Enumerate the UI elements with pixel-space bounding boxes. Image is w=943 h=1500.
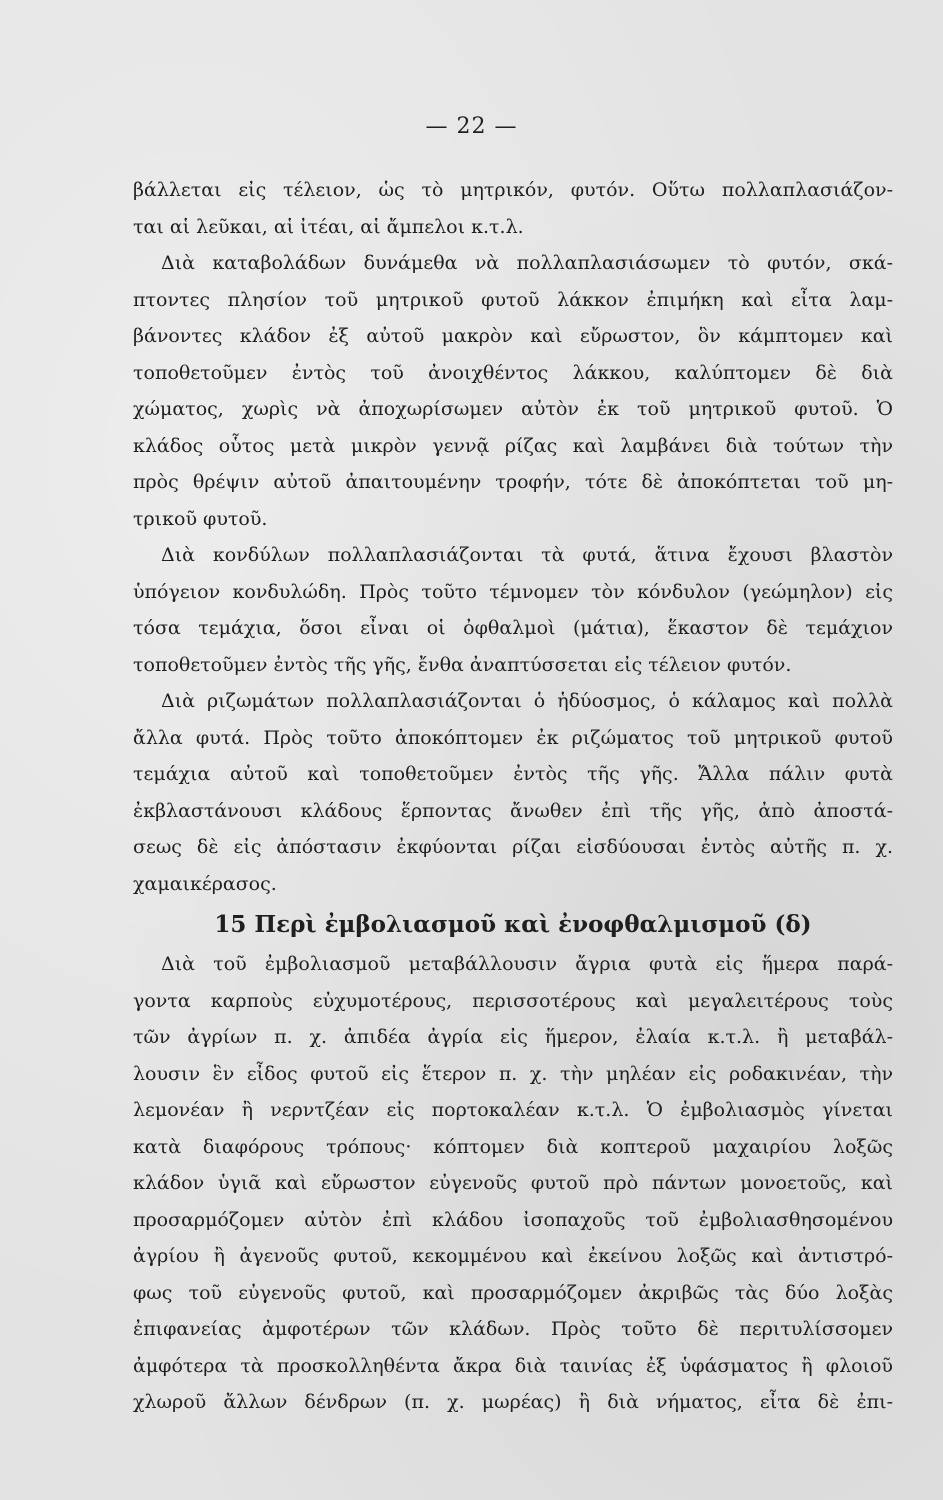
section-heading: 15 Περὶ ἐμβολιασμοῦ καὶ ἐνοφθαλμισμοῦ (δ) xyxy=(214,911,812,938)
text-line: ἄλλα φυτά. Πρὸς τοῦτο ἀποκόπτομεν ἐκ ριζώματος τοῦ μητρικοῦ φυτοῦ xyxy=(133,726,893,749)
text-line: γοντα καρποὺς εὐχυμοτέρους, περισσοτέρους καὶ μεγαλειτέρους τοὺς xyxy=(133,989,893,1012)
text-line: βάνοντες κλάδον ἐξ αὐτοῦ μακρὸν καὶ εὔρωστον, ὃν κάμπτομεν καὶ xyxy=(133,325,893,347)
text-line: κλάδος οὗτος μετὰ μικρὸν γεννᾷ ρίζας καὶ λαμβάνει διὰ τούτων τὴν xyxy=(133,434,893,457)
text-line: χώματος, χωρὶς νὰ ἀποχωρίσωμεν αὐτὸν ἐκ τοῦ μητρικοῦ φυτοῦ. Ὁ xyxy=(133,398,893,420)
text-line: προσαρμόζομεν αὐτὸν ἐπὶ κλάδου ἰσοπαχοῦς τοῦ ἐμβολιασθησομένου xyxy=(133,1208,893,1231)
text-line: τῶν ἀγρίων π. χ. ἀπιδέα ἀγρία εἰς ἥμερον, ἐλαία κ.τ.λ. ἢ μεταβάλ- xyxy=(133,1026,893,1048)
text-line: Διὰ καταβολάδων δυνάμεθα νὰ πολλαπλασιάσωμεν τὸ φυτόν, σκά- xyxy=(161,252,893,274)
text-line: τρικοῦ φυτοῦ. xyxy=(133,507,268,530)
text-line: κλάδον ὑγιᾶ καὶ εὔρωστον εὐγενοῦς φυτοῦ πρὸ πάντων μονοετοῦς, καὶ xyxy=(133,1172,893,1194)
text-line: πτοντες πλησίον τοῦ μητρικοῦ φυτοῦ λάκκον ἐπιμήκη καὶ εἶτα λαμ- xyxy=(133,288,893,311)
text-line: λουσιν ἓν εἶδος φυτοῦ εἰς ἕτερον π. χ. τὴν μηλέαν εἰς ροδακινέαν, τὴν xyxy=(133,1062,893,1085)
text-line: ται αἱ λεῦκαι, αἱ ἰτέαι, αἱ ἄμπελοι κ.τ.λ. xyxy=(133,215,524,238)
text-line: Διὰ ριζωμάτων πολλαπλασιάζονται ὁ ἡδύοσμος, ὁ κάλαμος καὶ πολλὰ xyxy=(161,690,893,712)
text-line: Διὰ κονδύλων πολλαπλασιάζονται τὰ φυτά, ἅτινα ἔχουσι βλαστὸν xyxy=(161,544,893,566)
text-line: τοποθετοῦμεν ἐντὸς τοῦ ἀνοιχθέντος λάκκου, καλύπτομεν δὲ διὰ xyxy=(133,361,893,384)
text-line: χλωροῦ ἄλλων δένδρων (π. χ. μωρέας) ἢ διὰ νήματος, εἶτα δὲ ἐπι- xyxy=(133,1391,893,1413)
text-line: τοποθετοῦμεν ἐντὸς τῆς γῆς, ἔνθα ἀναπτύσσεται εἰς τέλειον φυτόν. xyxy=(133,653,792,676)
body-text xyxy=(133,172,893,1421)
text-line: σεως δὲ εἰς ἀπόστασιν ἐκφύονται ρίζαι εἰσδύουσαι ἐντὸς αὐτῆς π. χ. xyxy=(133,836,893,858)
text-line: φως τοῦ εὐγενοῦς φυτοῦ, καὶ προσαρμόζομεν ἀκριβῶς τὰς δύο λοξὰς xyxy=(133,1281,893,1304)
text-line: χαμαικέρασος. xyxy=(133,872,277,895)
text-line: ὑπόγειον κονδυλώδη. Πρὸς τοῦτο τέμνομεν τὸν κόνδυλον (γεώμηλον) εἰς xyxy=(133,580,893,603)
text-line: πρὸς θρέψιν αὐτοῦ ἀπαιτουμένην τροφήν, τότε δὲ ἀποκόπτεται τοῦ μη- xyxy=(133,471,893,493)
text-line: τεμάχια αὐτοῦ καὶ τοποθετοῦμεν ἐντὸς τῆς γῆς. Ἄλλα πάλιν φυτὰ xyxy=(133,763,893,785)
text-line: ἀμφότερα τὰ προσκολληθέντα ἄκρα διὰ ταινίας ἐξ ὑφάσματος ἢ φλοιοῦ xyxy=(133,1354,893,1377)
text-line: κατὰ διαφόρους τρόπους· κόπτομεν διὰ κοπτεροῦ μαχαιρίου λοξῶς xyxy=(133,1135,893,1158)
text-line: ἐπιφανείας ἀμφοτέρων τῶν κλάδων. Πρὸς τοῦτο δὲ περιτυλίσσομεν xyxy=(133,1318,893,1340)
text-line: ἐκβλαστάνουσι κλάδους ἕρποντας ἄνωθεν ἐπὶ τῆς γῆς, ἀπὸ ἀποστά- xyxy=(133,799,893,822)
text-line: ἀγρίου ἢ ἀγενοῦς φυτοῦ, κεκομμένου καὶ ἐκείνου λοξῶς καὶ ἀντιστρό- xyxy=(133,1245,893,1267)
text-line: τόσα τεμάχια, ὅσοι εἶναι οἱ ὀφθαλμοὶ (μάτια), ἕκαστον δὲ τεμάχιον xyxy=(133,617,893,639)
text-line: Διὰ τοῦ ἐμβολιασμοῦ μεταβάλλουσιν ἄγρια φυτὰ εἰς ἥμερα παρά- xyxy=(161,953,893,975)
page-number: — 22 — xyxy=(425,114,518,139)
text-line: βάλλεται εἰς τέλειον, ὡς τὸ μητρικόν, φυτόν. Οὕτω πολλαπλασιάζον- xyxy=(133,179,893,201)
text-line: λεμονέαν ἢ νερντζέαν εἰς πορτοκαλέαν κ.τ.λ. Ὁ ἐμβολιασμὸς γίνεται xyxy=(133,1099,893,1121)
